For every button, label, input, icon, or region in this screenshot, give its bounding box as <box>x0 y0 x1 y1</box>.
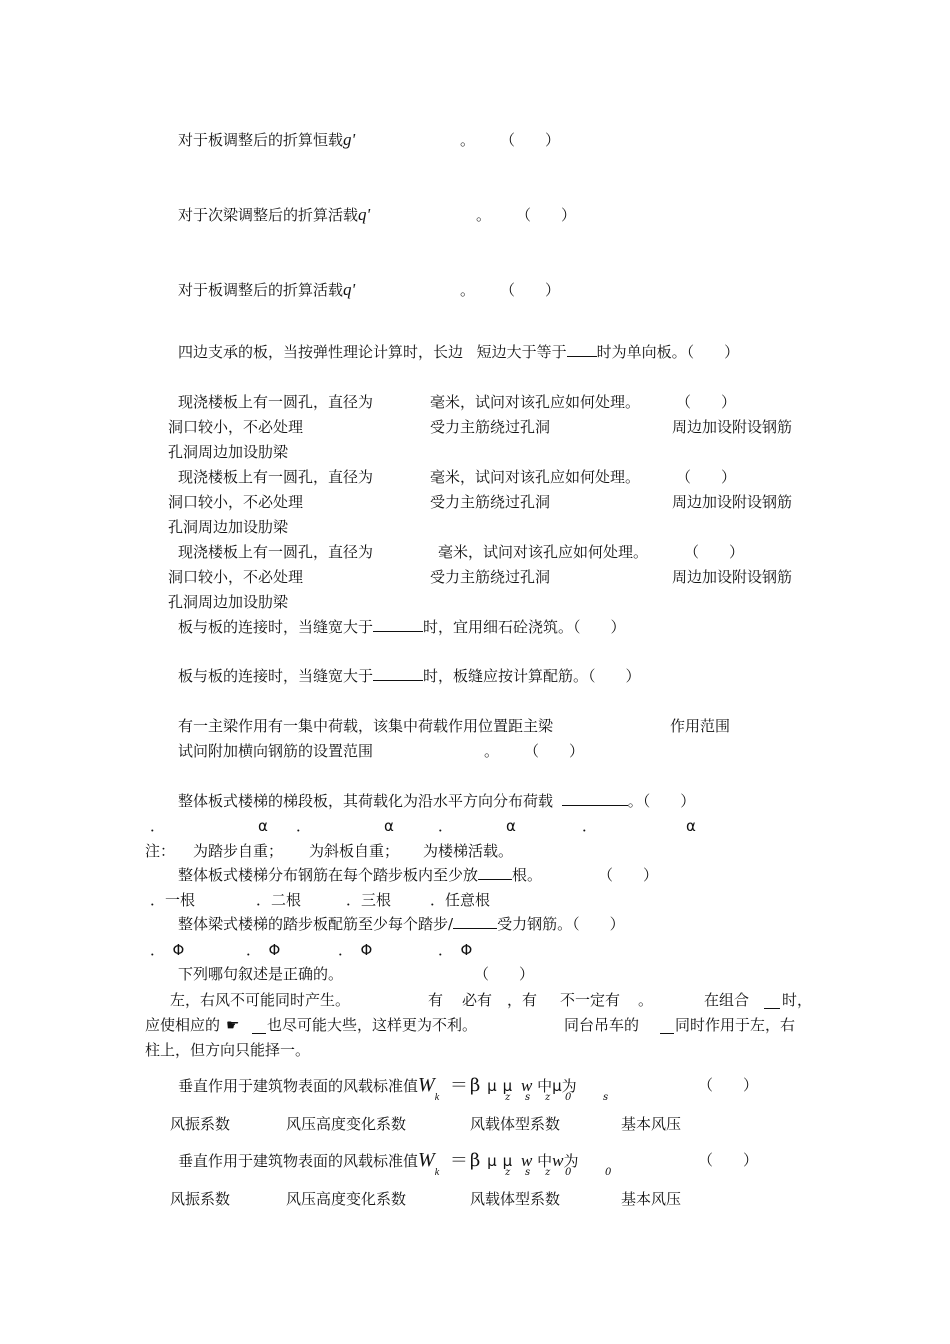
option-b: 风压高度变化系数 <box>286 1190 407 1208</box>
question-10-line1: 有一主梁作用有一集中荷载，该集中荷载作用位置距主梁 <box>178 717 554 735</box>
answer-paren: （ ） <box>524 742 585 760</box>
alpha-symbol: α <box>384 817 394 835</box>
option-b-marker: ． <box>296 817 312 835</box>
option-a: 风振系数 <box>170 1190 231 1208</box>
answer-paren: （ ） <box>676 468 737 486</box>
option-d: 基本风压 <box>621 1190 682 1208</box>
option-d: 基本风压 <box>621 1115 682 1133</box>
option-b: ．二根 <box>256 891 302 909</box>
answer-paren: （ ） <box>500 131 561 149</box>
option-b: 受力主筋绕过孔洞 <box>430 568 551 586</box>
answer-paren: （ ） <box>516 206 577 224</box>
question-10-line2-end: 。 <box>484 742 500 760</box>
answer-paren: （ ） <box>684 543 745 561</box>
note-label: 注： <box>145 842 176 860</box>
option-b: 风压高度变化系数 <box>286 1115 407 1133</box>
option-c: ． Φ <box>338 941 373 959</box>
question-2: 对于次梁调整后的折算活载q' <box>178 205 371 224</box>
question-7-stem: 现浇楼板上有一圆孔，直径为 <box>178 543 374 561</box>
subscript-0: 0 <box>565 1092 572 1103</box>
option-a: ．一根 <box>150 891 196 909</box>
answer-paren: （ ） <box>676 393 737 411</box>
statement-d-part: 同台吊车的 <box>564 1016 640 1034</box>
answer-blank <box>373 666 423 681</box>
statement-b-part: 有 <box>428 991 444 1009</box>
subscript-0: 0 <box>565 1167 572 1178</box>
alpha-symbol: α <box>686 817 696 835</box>
option-c: 周边加设附设钢筋 <box>672 418 793 436</box>
statement-b-end: 。 <box>638 991 654 1009</box>
option-c: 风载体型系数 <box>470 1115 561 1133</box>
question-9: 板与板的连接时，当缝宽大于 时，板缝应按计算配筋。（ ） <box>178 667 641 685</box>
option-d: 孔洞周边加设肋梁 <box>168 593 289 611</box>
note-3: 为楼梯活载。 <box>423 842 514 860</box>
question-14: 下列哪句叙述是正确的。 <box>178 965 344 983</box>
option-c: ．三根 <box>346 891 392 909</box>
subscript-s: s <box>525 1167 531 1178</box>
question-1: 对于板调整后的折算恒载g' <box>178 130 356 149</box>
question-4: 四边支承的板，当按弹性理论计算时，长边 短边大于等于 时为单向板。（ ） <box>178 343 740 361</box>
answer-blank <box>562 791 628 806</box>
subscript-0: 0 <box>605 1167 612 1178</box>
option-c: 周边加设附设钢筋 <box>672 568 793 586</box>
option-a-marker: ． <box>150 817 166 835</box>
subscript-z: z <box>505 1092 511 1103</box>
question-6-stem-end: 毫米，试问对该孔应如何处理。 <box>430 468 641 486</box>
note-2: 为斜板自重； <box>309 842 400 860</box>
answer-paren: （ ） <box>598 866 659 884</box>
answer-paren: （ ） <box>698 1151 759 1169</box>
statement-b-part: 必有 <box>462 991 493 1009</box>
question-10-line1-end: 作用范围 <box>670 717 731 735</box>
alpha-symbol: α <box>258 817 268 835</box>
option-d: 孔洞周边加设肋梁 <box>168 518 289 536</box>
subscript-s: s <box>603 1092 609 1103</box>
question-3: 对于板调整后的折算活载q' <box>178 280 356 299</box>
question-11: 整体板式楼梯的梯段板，其荷载化为沿水平方向分布荷载 。（ ） <box>178 792 696 810</box>
option-d: 孔洞周边加设肋梁 <box>168 443 289 461</box>
option-c-marker: ． <box>438 817 454 835</box>
option-b: ． Φ <box>246 941 281 959</box>
answer-blank <box>567 342 597 357</box>
alpha-symbol: α <box>506 817 516 835</box>
answer-paren: （ ） <box>500 281 561 299</box>
statement-a: 左，右风不可能同时产生。 <box>170 991 351 1009</box>
option-d-marker: ． <box>582 817 598 835</box>
answer-paren: （ ） <box>474 965 535 983</box>
subscript-z: z <box>545 1092 551 1103</box>
pointing-hand-icon: ☛ <box>226 1016 240 1034</box>
statement-d-end: 柱上，但方向只能择一。 <box>145 1041 311 1059</box>
answer-blank <box>660 1017 674 1034</box>
option-a: 风振系数 <box>170 1115 231 1133</box>
option-a: ． Φ <box>150 941 185 959</box>
question-7-stem-end: 毫米，试问对该孔应如何处理。 <box>438 543 649 561</box>
statement-c-part: 也尽可能大些，这样更为不利。 <box>267 1016 478 1034</box>
question-5-stem-end: 毫米，试问对该孔应如何处理。 <box>430 393 641 411</box>
question-8: 板与板的连接时，当缝宽大于 时，宜用细石砼浇筑。（ ） <box>178 618 626 636</box>
question-3-end: 。 <box>460 281 476 299</box>
option-c: 周边加设附设钢筋 <box>672 493 793 511</box>
statement-d-part: 同时作用于左，右 <box>675 1016 796 1034</box>
question-2-end: 。 <box>476 206 492 224</box>
question-13: 整体梁式楼梯的踏步板配筋至少每个踏步/ 受力钢筋。（ ） <box>178 915 625 933</box>
option-a: 洞口较小，不必处理 <box>168 568 304 586</box>
option-d: ． Φ <box>438 941 473 959</box>
answer-blank <box>453 914 497 929</box>
option-b: 受力主筋绕过孔洞 <box>430 418 551 436</box>
question-5-stem: 现浇楼板上有一圆孔，直径为 <box>178 393 374 411</box>
answer-blank <box>764 992 780 1009</box>
subscript-s: s <box>525 1092 531 1103</box>
statement-b-part: 不一定有 <box>560 991 621 1009</box>
note-1: 为踏步自重； <box>193 842 284 860</box>
question-12: 整体板式楼梯分布钢筋在每个踏步板内至少放 根。 <box>178 866 543 884</box>
question-16: 垂直作用于建筑物表面的风载标准值$W_k = \beta$ μ μ w 中w为 <box>178 1149 579 1178</box>
question-15: 垂直作用于建筑物表面的风载标准值$W_k = \beta$ μ μ w 中μ为 <box>178 1074 577 1103</box>
option-a: 洞口较小，不必处理 <box>168 493 304 511</box>
option-a: 洞口较小，不必处理 <box>168 418 304 436</box>
statement-c-part: 应使相应的 <box>145 1016 221 1034</box>
option-b: 受力主筋绕过孔洞 <box>430 493 551 511</box>
subscript-z: z <box>505 1167 511 1178</box>
statement-b-part: ，有 <box>507 991 538 1009</box>
answer-blank <box>373 617 423 632</box>
question-1-end: 。 <box>460 131 476 149</box>
question-6-stem: 现浇楼板上有一圆孔，直径为 <box>178 468 374 486</box>
option-c: 风载体型系数 <box>470 1190 561 1208</box>
statement-c-part: 在组合 <box>704 991 750 1009</box>
question-10-line2: 试问附加横向钢筋的设置范围 <box>178 742 374 760</box>
answer-blank <box>478 865 512 880</box>
answer-paren: （ ） <box>698 1076 759 1094</box>
statement-c-part: 时， <box>782 991 813 1009</box>
subscript-z: z <box>545 1167 551 1178</box>
option-d: ．任意根 <box>430 891 491 909</box>
answer-blank <box>252 1017 266 1034</box>
